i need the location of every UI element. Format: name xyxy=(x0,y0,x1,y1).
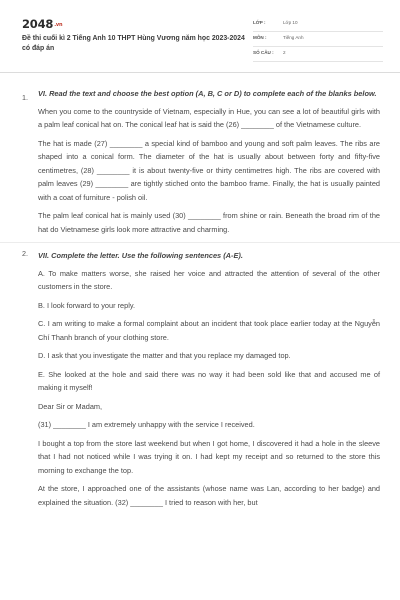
question-number: 2. xyxy=(22,249,28,258)
exam-content xyxy=(0,84,400,514)
letter-paragraph: At the store, I approached one of the assistants (whose name was Lan, according to her badge) and explained the situation. (32) ________ I tried to reason with her, but xyxy=(38,484,380,507)
meta-value: Tiếng Anh xyxy=(283,35,304,40)
exam-title: Đề thi cuối kì 2 Tiếng Anh 10 THPT Hùng Vương năm học 2023-2024 có đáp án xyxy=(22,35,245,52)
letter-paragraph: (31) ________ I am extremely unhappy with the service I received. xyxy=(38,420,255,429)
meta-row-subject xyxy=(253,32,383,47)
meta-value: 2 xyxy=(283,50,286,55)
question-instruction: VII. Complete the letter. Use the following sentences (A-E). xyxy=(38,251,243,260)
option-e: E. She looked at the hole and said there was no way it had been sold like that and accused me of making it myself! xyxy=(38,369,380,392)
exam-meta-table xyxy=(253,17,383,62)
passage-paragraph: The palm leaf conical hat is mainly used (30) ________ from shine or rain. Beneath the broad rim of the hat do Vietnamese girls look more attractive and charming. xyxy=(38,211,380,234)
question-instruction: VI. Read the text and choose the best option (A, B, C or D) to complete each of the blanks below. xyxy=(38,89,377,98)
site-logo[interactable] xyxy=(22,17,62,31)
meta-value: Lớp 10 xyxy=(283,20,298,25)
meta-key: SỐ CÂU : xyxy=(253,50,274,55)
option-b: B. I look forward to your reply. xyxy=(38,300,136,310)
meta-key: MÔN : xyxy=(253,35,267,40)
option-a: A. To make matters worse, she raised her voice and attracted the attention of several of the other customers in the store. xyxy=(38,268,380,291)
question-1 xyxy=(0,87,400,236)
document-header xyxy=(0,0,400,73)
option-d: D. I ask that you investigate the matter and that you replace my damaged top. xyxy=(38,351,291,360)
meta-key: LỚP : xyxy=(253,20,266,25)
logo-text: 2048 xyxy=(22,17,54,31)
letter-paragraph: I bought a top from the store last weekend but when I got home, I discovered it had a hole in the sleeve that I had not noticed while I was trying it on. I had kept my receipt and so returned to the store this morning to exchange the top. xyxy=(38,438,380,475)
meta-row-question-count xyxy=(253,47,383,62)
passage-paragraph: The hat is made (27) ________ a special kind of bamboo and young and soft palm leaves. The ribs are shaped into a conical form. The diameter of the hat is usually about between forty and fifty-five centimetres, (28) ________ it is about twenty-five or thirty centimetres high. The ribs are covered with palm leaves (29) ________ are tightly stiched onto the bamboo frame. Finally, the hat is usually painted with a coat of furniture - polish oil. xyxy=(38,138,380,202)
letter-greeting: Dear Sir or Madam, xyxy=(38,401,103,411)
option-c: C. I am writing to make a formal complaint about an incident that took place earlier today at the Nguyễn Chí Thanh branch of your clothing store. xyxy=(38,319,380,342)
meta-row-class xyxy=(253,17,383,32)
passage-paragraph: When you come to the countryside of Vietnam, especially in Hue, you can see a lot of beautiful girls with a palm leaf conical hat on. The conical leaf hat is said the (26) ________ of the Vietnamese culture. xyxy=(38,106,380,129)
question-number: 1. xyxy=(22,93,28,102)
question-2 xyxy=(0,242,400,509)
logo-suffix: .vn xyxy=(54,21,63,28)
